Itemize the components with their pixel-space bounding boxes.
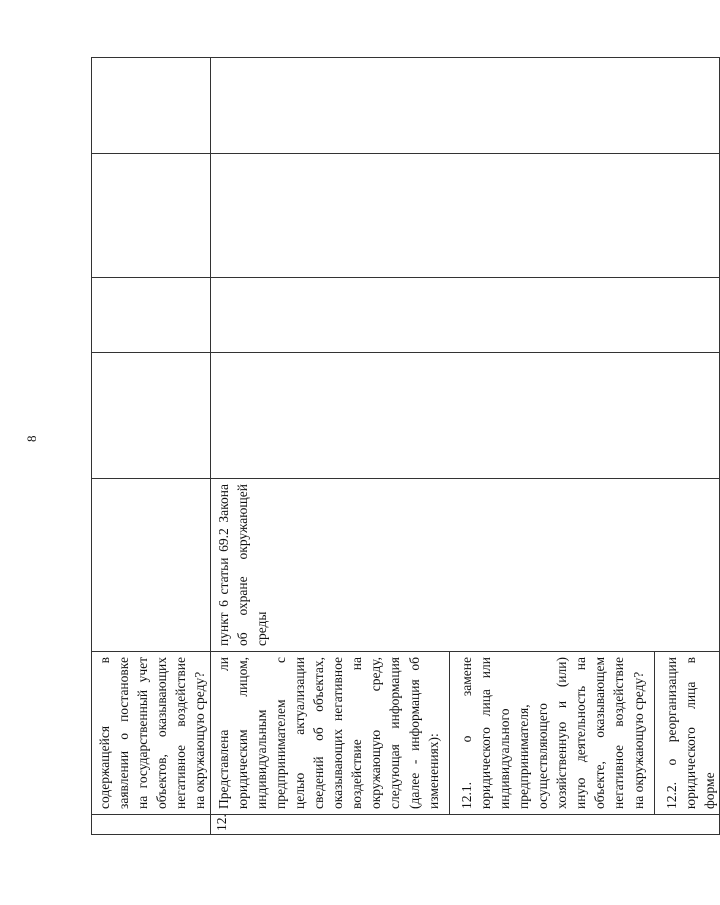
subitem-divider — [654, 652, 655, 814]
answer-yes-cell — [92, 353, 211, 479]
checklist-table — [91, 57, 720, 835]
note-cell — [92, 58, 211, 154]
page-number: 8 — [24, 435, 39, 442]
reference-cell: пункт 6 статьи 69.2 Закона об охране окружающей среды — [210, 479, 719, 652]
answer-na-cell — [92, 154, 211, 278]
table-row-continuation — [92, 58, 211, 835]
question-cell: содержащейся в заявлении о постановке на государственный учет объектов, оказывающих негативное воздействие на окружающую среду? — [92, 652, 211, 815]
question-12-text: Представлена ли юридическим лицом, индивидуальным предпринимателем с целью актуализации сведений об объектах, оказывающих негативное воздействие на окружающую среду, следующая информация (далее - информация об изменениях): — [215, 657, 441, 809]
note-cell — [210, 58, 719, 154]
question-12-2-text: 12.2. о реорганизации юридического лица в форме — [663, 657, 717, 809]
rotated-table-container — [91, 58, 717, 835]
reference-cell — [92, 479, 211, 652]
subitem-divider — [449, 652, 450, 814]
answer-yes-cell — [210, 353, 719, 479]
answer-no-cell — [92, 278, 211, 353]
row-number-cell: 12. — [210, 815, 719, 835]
answer-no-cell — [210, 278, 719, 353]
row-number-cell — [92, 815, 211, 835]
question-cell — [210, 652, 719, 815]
question-12-1-text: 12.1. о замене юридического лица или индивидуального предпринимателя, осуществляющего хозяйственную и (или) иную деятельность на объекте, оказывающем негативное воздействие на окружающую среду? — [458, 657, 646, 809]
answer-na-cell — [210, 154, 719, 278]
table-row-12 — [210, 58, 719, 835]
